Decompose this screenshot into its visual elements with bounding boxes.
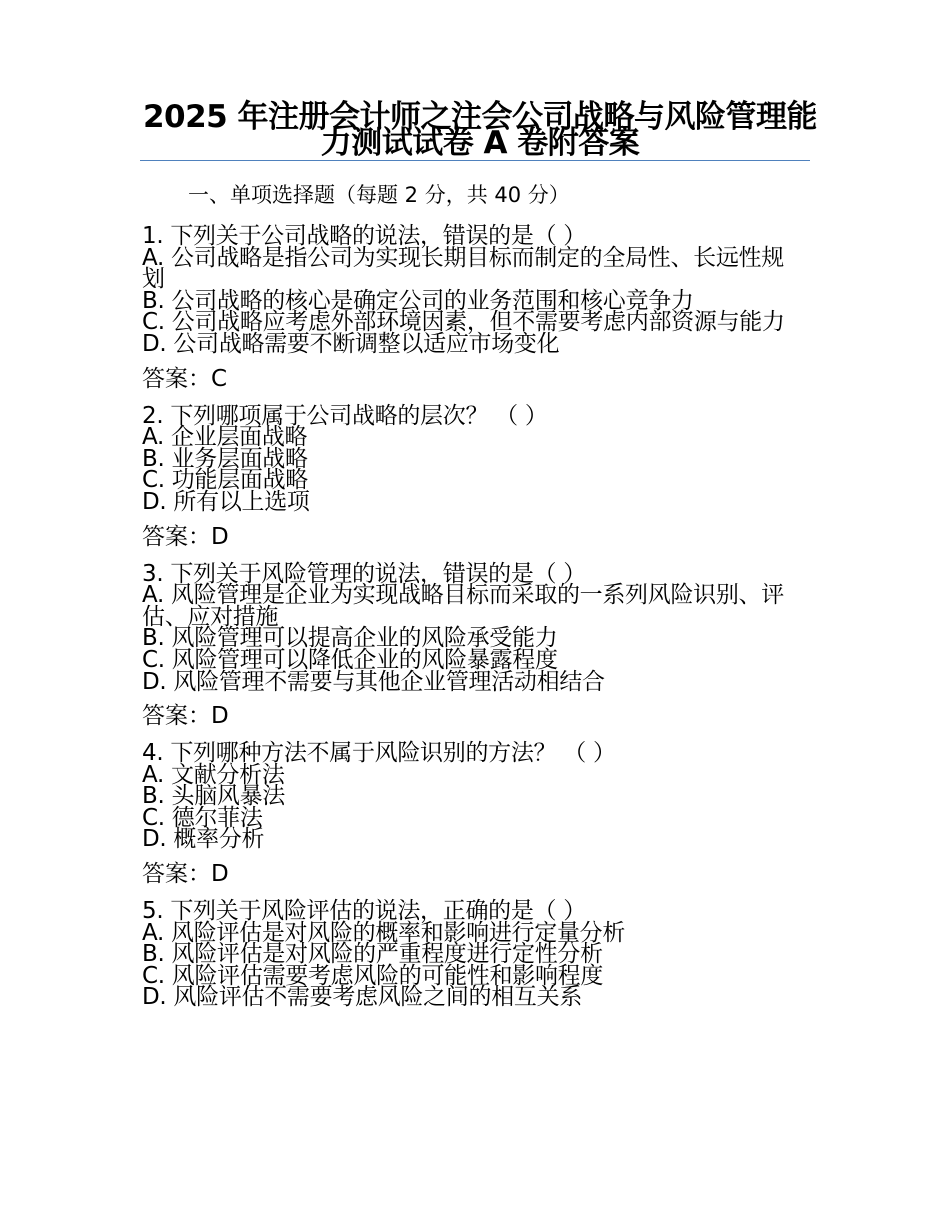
option-a: A. 风险评估是对风险的概率和影响进行定量分析 (142, 919, 626, 946)
option-a: A. 风险管理是企业为实现战略目标而采取的一系列风险识别、评估、应对措施 (142, 582, 784, 630)
option-d: D. 风险管理不需要与其他企业管理活动相结合 (142, 668, 605, 695)
option-d: D. 概率分析 (142, 826, 265, 853)
option-b: B. 风险评估是对风险的严重程度进行定性分析 (142, 941, 603, 968)
question-stem: 4. 下列哪种方法不属于风险识别的方法？ （ ） (142, 740, 616, 767)
option-d: D. 风险评估不需要考虑风险之间的相互关系 (142, 984, 583, 1011)
title-underline (140, 160, 810, 161)
option-b: B. 头脑风暴法 (142, 783, 286, 810)
option-c: C. 公司战略应考虑外部环境因素，但不需要考虑内部资源与能力 (142, 309, 785, 336)
question-4 (142, 740, 802, 888)
question-stem: 1. 下列关于公司战略的说法，错误的是（ ） (142, 223, 586, 249)
answer-text: 答案：D (142, 861, 229, 888)
question-5 (142, 898, 802, 1011)
option-b: B. 风险管理可以提高企业的风险承受能力 (142, 625, 558, 652)
question-list (142, 223, 802, 1025)
option-b: B. 公司战略的核心是确定公司的业务范围和核心竞争力 (142, 287, 694, 314)
option-d: D. 所有以上选项 (142, 488, 310, 515)
option-c: C. 风险管理可以降低企业的风险暴露程度 (142, 646, 558, 673)
question-stem: 2. 下列哪项属于公司战略的层次？ （ ） (142, 402, 548, 429)
section-heading: 一、单项选择题（每题 2 分，共 40 分） (188, 183, 570, 207)
option-a: A. 企业层面战略 (142, 424, 308, 451)
question-2 (142, 402, 802, 550)
option-d: D. 公司战略需要不断调整以适应市场变化 (142, 330, 560, 357)
question-1 (142, 223, 802, 392)
option-a: A. 文献分析法 (142, 761, 285, 788)
option-a: A. 公司战略是指公司为实现长期目标而制定的全局性、长远性规划 (142, 244, 784, 293)
question-stem: 5. 下列关于风险评估的说法，正确的是（ ） (142, 898, 586, 925)
option-c: C. 德尔菲法 (142, 804, 263, 831)
question-stem: 3. 下列关于风险管理的说法，错误的是（ ） (142, 560, 586, 587)
answer-text: 答案：D (142, 703, 229, 730)
document-title: 2025 年注册会计师之注会公司战略与风险管理能力测试试卷 A 卷附答案 (142, 99, 818, 161)
question-3 (142, 560, 802, 730)
option-c: C. 风险评估需要考虑风险的可能性和影响程度 (142, 962, 604, 989)
option-b: B. 业务层面战略 (142, 445, 308, 472)
option-c: C. 功能层面战略 (142, 467, 308, 494)
answer-text: 答案：D (142, 523, 229, 550)
answer-text: 答案：C (142, 365, 228, 392)
